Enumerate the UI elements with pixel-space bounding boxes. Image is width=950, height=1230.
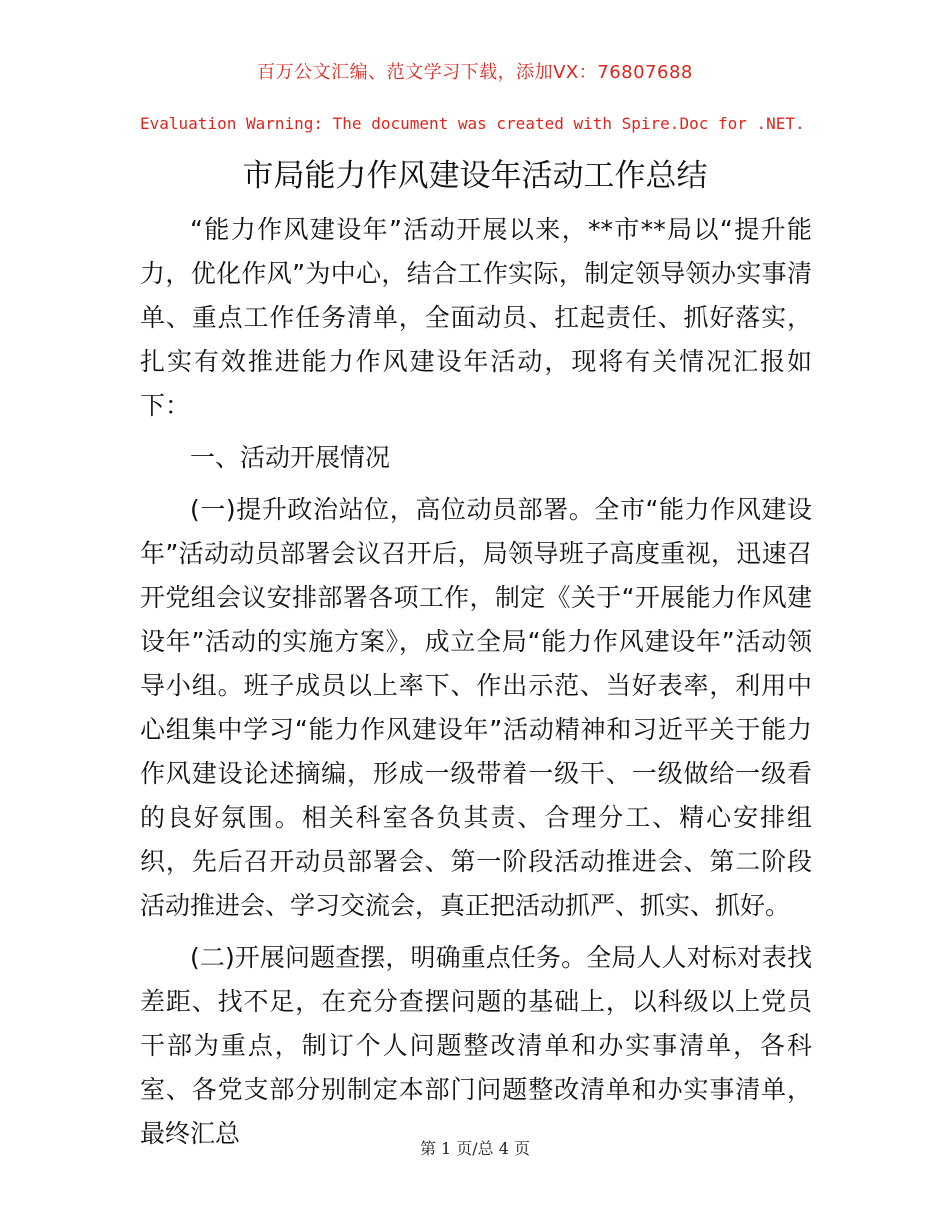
section-heading: 一、活动开展情况 [190, 443, 391, 472]
body-paragraph: (一)提升政治站位，高位动员部署。全市“能力作风建设年”活动动员部署会议召开后，局领导班子高度重视，迅速召开党组会议安排部署各项工作，制定《关于“开展能力作风建设年”活动的实施方案》，成立全局“能力作风建设年”活动领导小组。班子成员以上率下、作出示范、当好表率，利用中心组集中学习“能力作风建设年”活动精神和习近平关于能力作风建设论述摘编，形成一级带着一级干、一级做给一级看的良好氛围。相关科室各负其责、合理分工、精心安排组织，先后召开动员部署会、第一阶段活动推进会、第二阶段活动推进会、学习交流会，真正把活动抓严、抓实、抓好。 [140, 495, 812, 920]
header-ad-text: 百万公文汇编、范文学习下载，添加VX：76807688 [257, 62, 693, 83]
evaluation-warning: Evaluation Warning: The document was created with Spire.Doc for .NET. [140, 114, 805, 133]
page-number: 第 1 页/总 4 页 [419, 1139, 531, 1158]
document-body [140, 208, 812, 1164]
document-title: 市局能力作风建设年活动工作总结 [242, 158, 708, 194]
intro-paragraph: “能力作风建设年”活动开展以来，**市**局以“提升能力，优化作风”为中心，结合工作实际，制定领导领办实事清单、重点工作任务清单，全面动员、扛起责任、抓好落实，扎实有效推进能力作风建设年活动，现将有关情况汇报如下： [140, 215, 812, 420]
body-paragraph: (二)开展问题查摆，明确重点任务。全局人人对标对表找差距、找不足，在充分查摆问题的基础上，以科级以上党员干部为重点，制订个人问题整改清单和办实事清单，各科室、各党支部分别制定本部门问题整改清单和办实事清单，最终汇总 [140, 943, 812, 1148]
